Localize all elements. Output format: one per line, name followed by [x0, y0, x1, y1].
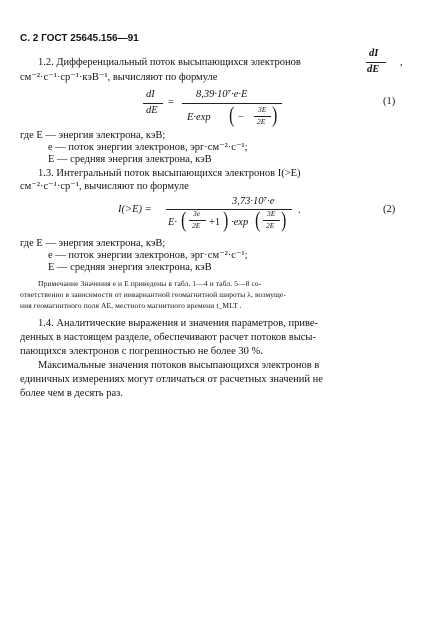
section-1-4-line-1: 1.4. Аналитические выражения и значения параметров, приве- [38, 318, 319, 329]
eq1-den-prefix: E·exp [187, 112, 211, 123]
section-1-2-text: 1.2. Дифференциальный поток высыпающихся электронов [38, 57, 301, 68]
eq1-lhs-bar [143, 103, 163, 104]
def1-mean-energy: E — средняя энергия электрона, кэВ [48, 154, 212, 165]
max-values-line-2: единичных измерениях могут отличаться от расчетных значений не [20, 374, 323, 385]
eq2-inner2-den: 2E [266, 221, 275, 230]
eq2-paren1-left: ( [181, 207, 187, 232]
s13-units-line: см⁻²·с⁻¹·ср⁻¹, вычисляют по формуле [20, 181, 189, 192]
eq2-inner1-den: 2E [192, 221, 201, 230]
eq1-inner-num: 3E [258, 105, 267, 114]
eq2-paren1-right: ) [223, 207, 229, 232]
eq1-paren-left: ( [229, 102, 235, 127]
eq2-inner2-num: 3E [267, 209, 276, 218]
page-header: С. 2 ГОСТ 25645.156—91 [20, 33, 139, 44]
eq1-paren-right: ) [272, 102, 278, 127]
def1-energy: где E — энергия электрона, кэВ; [20, 130, 166, 141]
s12-units-line: см⁻²·с⁻¹·ср⁻¹·кэВ⁻¹, вычисляют по формуле [20, 72, 218, 83]
section-1-3-text: 1.3. Интегральный поток высыпающихся электронов I(>E) [38, 168, 301, 179]
eq2-paren2-left: ( [255, 207, 261, 232]
eq2-lhs: I(>E) = [118, 204, 152, 215]
note-line-2: ответственно в зависимости от инвариантной геомагнитной широты λ, возмуще- [20, 290, 286, 299]
s12-frac-num: dI [369, 48, 379, 59]
eq2-paren2-right: ) [281, 207, 287, 232]
eq2-numerator: 3,73·10⁷·e [232, 196, 275, 207]
def2-mean-energy: E — средняя энергия электрона, кэВ [48, 262, 212, 273]
s12-frac-den: dE [367, 64, 380, 75]
note-line-1: Примечание Значения e и E приведены в табл. 1—4 и табл. 5—8 со- [38, 279, 262, 288]
eq2-den-prefix: E· [168, 217, 178, 228]
eq1-equals: = [168, 97, 174, 108]
eq1-lhs-den: dE [146, 105, 158, 116]
eq1-lhs-num: dI [146, 89, 155, 100]
def1-flux: e — поток энергии электронов, эрг·см⁻²·с⁻¹; [48, 142, 248, 153]
eq1-number: (1) [383, 96, 396, 107]
eq1-inner-den: 2E [257, 117, 266, 126]
max-values-line-3: более чем в десять раз. [20, 388, 123, 399]
eq2-inner1-num: 3e [193, 209, 201, 218]
eq1-minus: − [238, 112, 244, 123]
note-line-3: ния геомагнитного поля AE, местного магнитного времени t_MLT . [20, 301, 242, 310]
eq2-plus-one: +1 [209, 217, 221, 228]
s12-comma: , [400, 57, 403, 68]
def2-energy: где E — энергия электрона, кэВ; [20, 238, 166, 249]
section-1-4-line-2: денных в настоящем разделе, обеспечивают расчет потоков высы- [20, 332, 316, 343]
s12-frac-bar [366, 62, 386, 63]
def2-flux: e — поток энергии электронов, эрг·см⁻²·с⁻¹; [48, 250, 248, 261]
eq2-dot: . [298, 205, 301, 216]
eq2-number: (2) [383, 204, 396, 215]
eq1-numerator: 8,39·10⁷·e·E [196, 89, 248, 100]
section-1-4-line-3: пающихся электронов с погрешностью не более 30 %. [20, 346, 263, 357]
max-values-line-1: Максимальные значения потоков высыпающихся электронов в [38, 360, 320, 371]
eq2-exp: ·exp [231, 217, 249, 228]
